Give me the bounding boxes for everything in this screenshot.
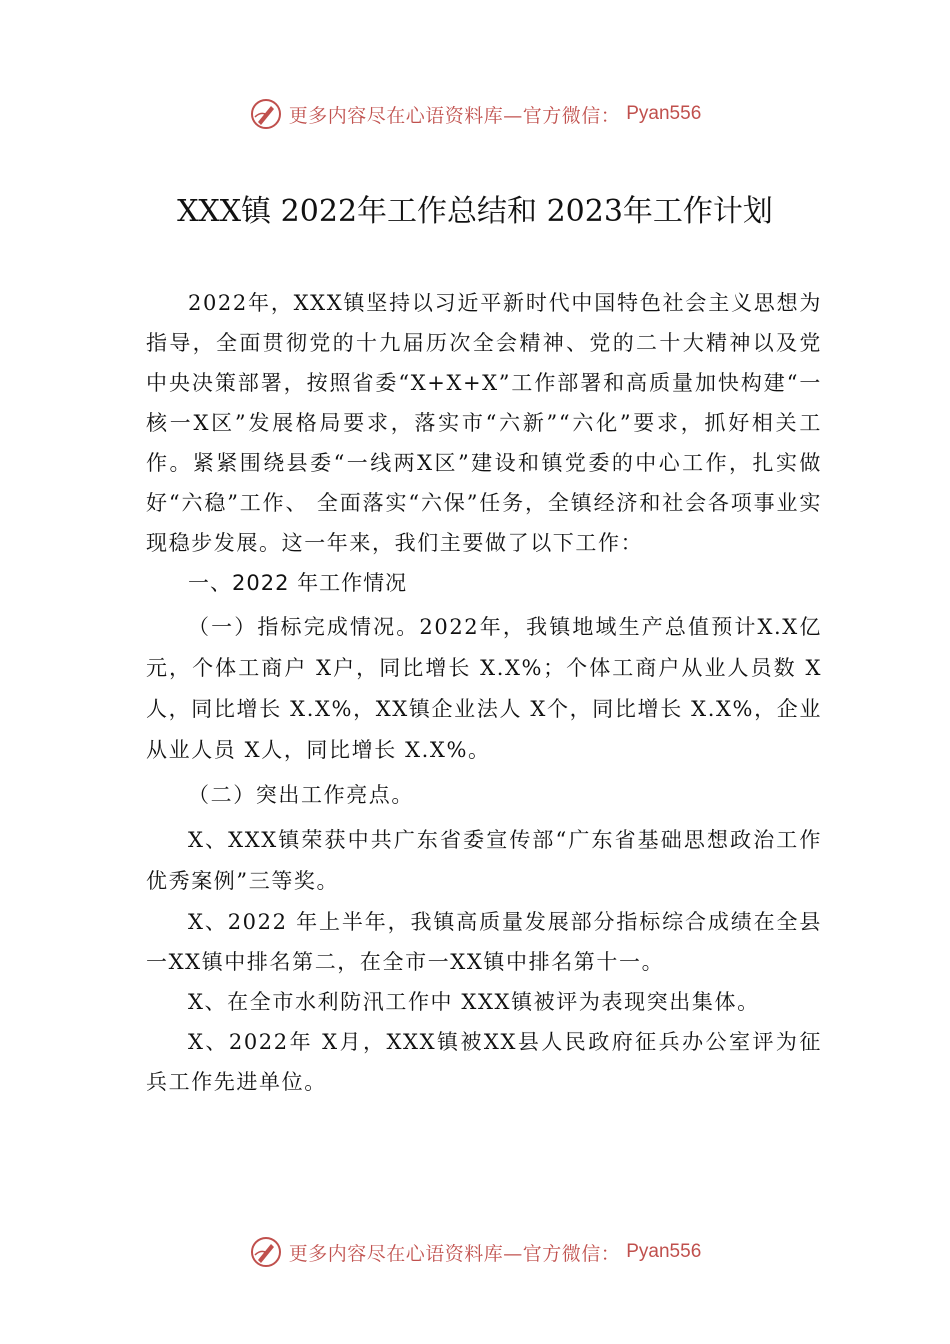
footer-banner-text: 更多内容尽在心语资料库—官方微信： <box>288 1242 621 1265</box>
header-watermark-banner <box>0 94 950 134</box>
subsection-highlights: （二）突出工作亮点。 <box>188 783 414 807</box>
section-heading: 一、2022 年工作情况 <box>188 571 408 595</box>
pen-logo-icon <box>249 97 283 131</box>
subsection-indicators: （一）指标完成情况。2022年，我镇地域生产总值预计X.X亿元，个体工商户 X户，同比增长 X.X%；个体工商户从业人员数 X人，同比增长 X.X%，XX镇企业法人 X个，同比增长 X.X%，企业从业人员 X人，同比增长 X.X%。 <box>146 615 822 762</box>
document-body <box>146 283 822 1102</box>
footer-banner-handle: Pyan556 <box>626 1241 702 1262</box>
header-banner-handle: Pyan556 <box>626 103 702 124</box>
highlight-item: X、XXX镇荣获中共广东省委宣传部“广东省基础思想政治工作优秀案例”三等奖。 <box>146 828 822 893</box>
document-title: XXX镇 2022年工作总结和 2023年工作计划 <box>177 194 773 229</box>
footer-watermark-banner <box>0 1232 950 1272</box>
header-banner-text: 更多内容尽在心语资料库—官方微信： <box>288 104 621 127</box>
intro-paragraph: 2022年，XXX镇坚持以习近平新时代中国特色社会主义思想为指导，全面贯彻党的十九届历次全会精神、党的二十大精神以及党中央决策部署，按照省委“X+X+X”工作部署和高质量加快构建“一核一X区”发展格局要求，落实市“六新”“六化”要求，抓好相关工作。紧紧围绕县委“一线两X区”建设和镇党委的中心工作，扎实做好“六稳”工作、 全面落实“六保”任务，全镇经济和社会各项事业实现稳步发展。这一年来，我们主要做了以下工作： <box>146 291 822 555</box>
highlight-item: X、2022 年上半年，我镇高质量发展部分指标综合成绩在全县一XX镇中排名第二，在全市一XX镇中排名第十一。 <box>146 910 822 974</box>
highlight-item: X、2022年 X月，XXX镇被XX县人民政府征兵办公室评为征兵工作先进单位。 <box>146 1030 822 1094</box>
highlight-item: X、在全市水利防汛工作中 XXX镇被评为表现突出集体。 <box>188 990 760 1014</box>
pen-logo-icon <box>249 1235 283 1269</box>
